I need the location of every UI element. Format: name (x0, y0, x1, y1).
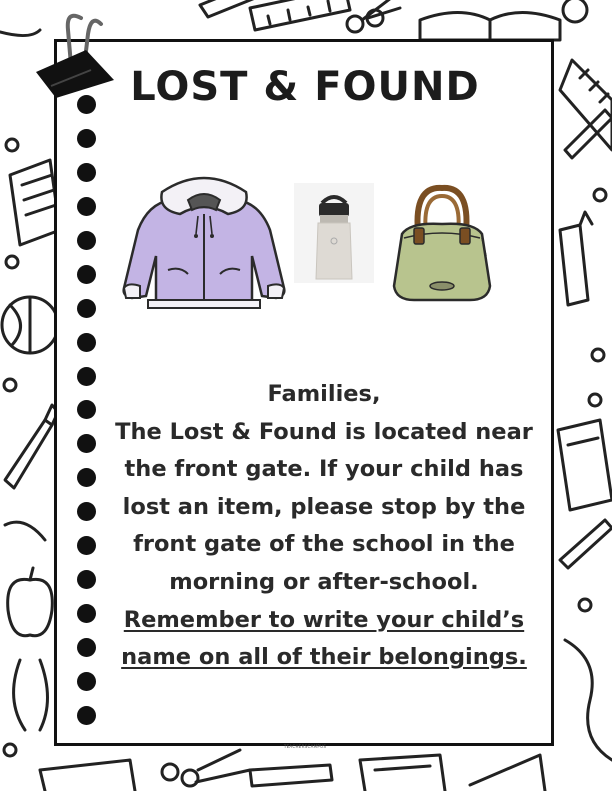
lost-found-info: The Lost & Found is located near the front gate. If your child has lost an item, please stop by the front gate of the school in the morning or after-school. (115, 418, 533, 595)
binder-hole (77, 400, 96, 419)
binder-hole (77, 197, 96, 216)
globe-doodle-icon (2, 297, 58, 353)
binder-hole (77, 536, 96, 555)
calculator-doodle-icon (558, 420, 612, 510)
water-bottle-icon (294, 183, 374, 283)
binder-hole (77, 604, 96, 623)
binder-clip-icon (26, 10, 126, 100)
binder-holes (75, 95, 97, 725)
binder-hole (77, 468, 96, 487)
binder-hole (77, 265, 96, 284)
greeting: Families, (267, 381, 381, 407)
apple-doodle-icon (8, 568, 53, 636)
message-body (104, 376, 544, 677)
page-title: LOST & FOUND (130, 64, 480, 110)
reminder-note: Remember to write your child’s name on all of their belongings. (121, 606, 527, 671)
book-doodle-icon (420, 13, 560, 41)
purple-jacket-icon (118, 170, 290, 312)
ruler-doodle-icon (560, 60, 612, 150)
crayon-doodle-icon (560, 212, 592, 305)
binder-hole (77, 163, 96, 182)
binder-hole (77, 672, 96, 691)
binder-hole (77, 231, 96, 250)
binder-hole (77, 638, 96, 657)
notebook-doodle-icon (10, 160, 60, 245)
green-bag-icon (390, 182, 494, 304)
book-doodle-icon (40, 760, 135, 791)
notebook-doodle-icon (360, 755, 445, 791)
scissors-doodle-icon (162, 750, 250, 786)
credit-text: TEACHERSCAMPUS (283, 744, 327, 749)
binder-hole (77, 333, 96, 352)
pencil-doodle-icon (250, 765, 332, 786)
binder-hole (77, 367, 96, 386)
circle-doodle-icon (563, 0, 587, 22)
pencil-doodle-icon (200, 0, 275, 17)
binder-hole (77, 706, 96, 725)
binder-hole (77, 299, 96, 318)
marker-doodle-icon (560, 520, 612, 568)
triangle-ruler-doodle-icon (470, 755, 545, 791)
pencil-doodle-icon (565, 110, 612, 158)
paintbrush-doodle-icon (5, 405, 58, 488)
binder-hole (77, 129, 96, 148)
binder-hole (77, 570, 96, 589)
binder-hole (77, 434, 96, 453)
ruler-doodle-icon (250, 0, 350, 30)
binder-hole (77, 502, 96, 521)
scissors-doodle-icon (347, 0, 400, 32)
